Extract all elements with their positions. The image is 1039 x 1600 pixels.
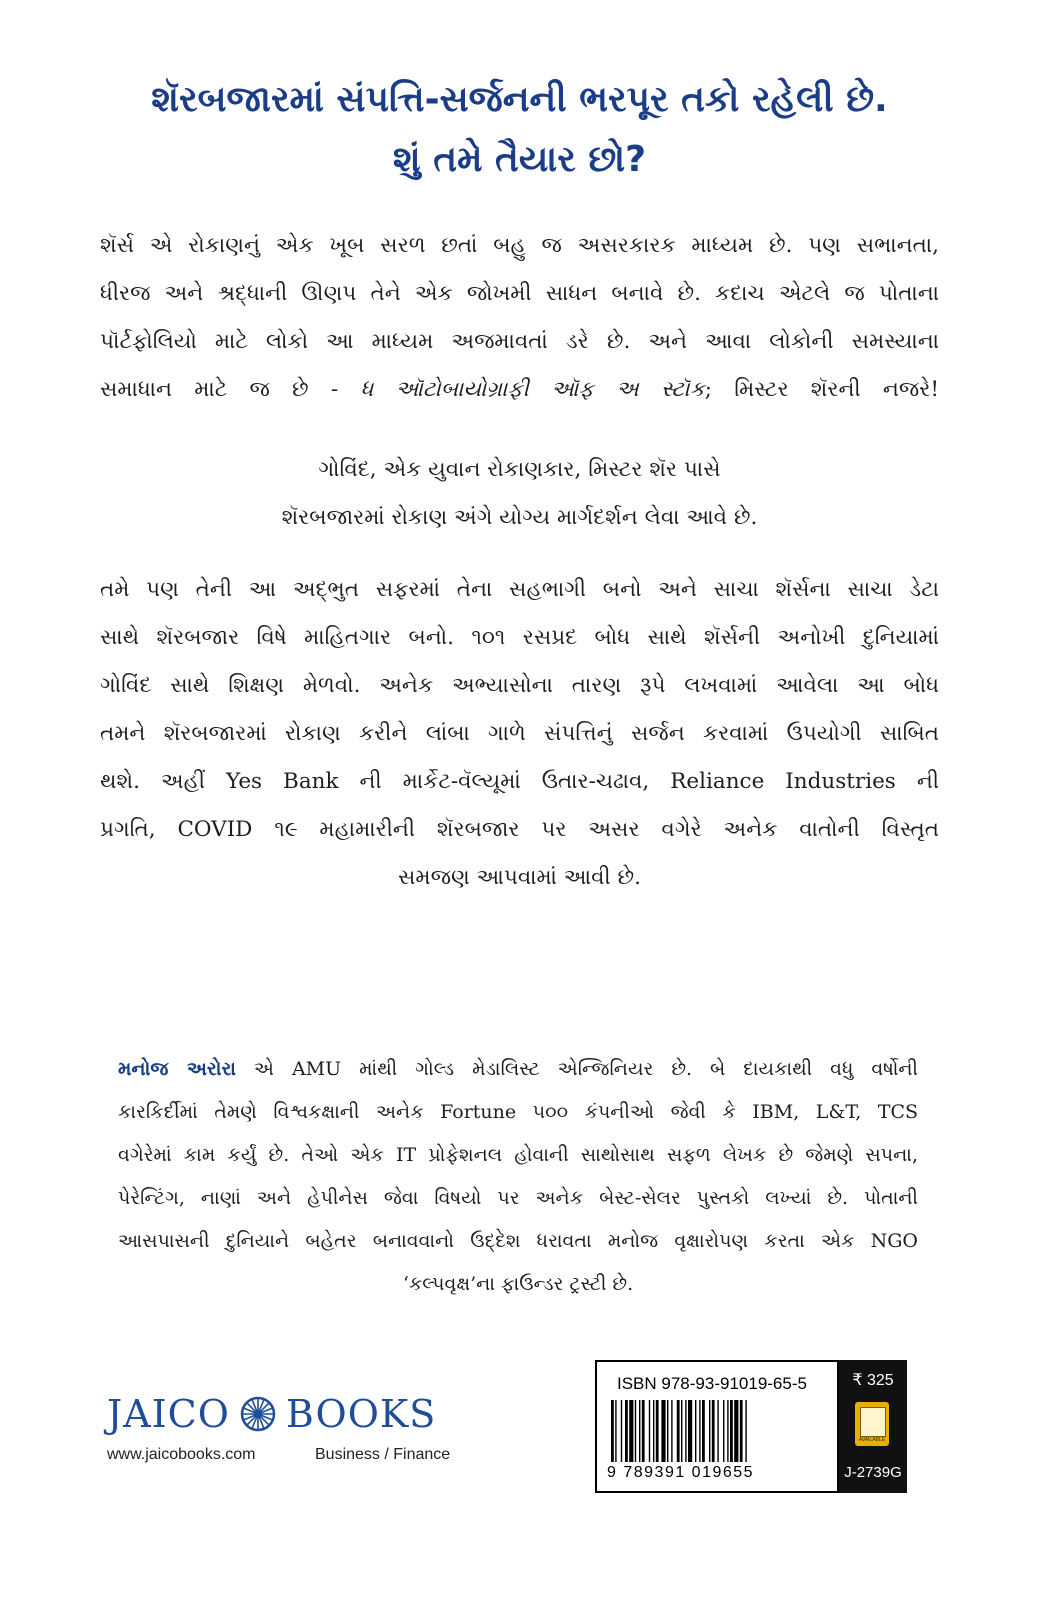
intro-paragraph bbox=[100, 222, 939, 414]
barcode-bar bbox=[677, 1400, 680, 1462]
bio-last-line: ‘કલ્પવૃક્ષ’ના ફાઉન્ડર ટ્રસ્ટી છે. bbox=[402, 1273, 634, 1295]
publisher-url: www.jaicobooks.com bbox=[107, 1446, 256, 1463]
barcode-bar bbox=[745, 1400, 746, 1462]
intro-last-suffix: ; મિસ્ટર શૅરની નજરે! bbox=[704, 377, 940, 402]
barcode-digits: 9 789391 019655 bbox=[607, 1464, 755, 1481]
bio-line: પેરેન્ટિંગ, નાણાં અને હેપીનેસ જેવા વિષયો પર અનેક બેસ્ટ-સેલર પુસ્તકો લખ્યાં છે. પોતાની bbox=[118, 1187, 918, 1209]
journey-line: સાથે શૅરબજાર વિષે માહિતગાર બનો. ૧૦૧ રસપ્રદ બોધ સાથે શૅર્સની અનોખી દુનિયામાં bbox=[100, 625, 939, 650]
barcode-bar bbox=[629, 1400, 633, 1462]
barcode-bar bbox=[656, 1400, 659, 1462]
barcode-bar bbox=[615, 1400, 616, 1462]
barcode-bar bbox=[639, 1400, 640, 1462]
ebook-page-shape bbox=[860, 1407, 886, 1437]
barcode-bar bbox=[653, 1400, 654, 1462]
bio-line: આસપાસની દુનિયાને બહેતર બનાવવાનો ઉદ્દેશ ધરાવતા મનોજ વૃક્ષારોપણ કરતા એક NGO bbox=[118, 1230, 918, 1252]
barcode-bar bbox=[709, 1400, 710, 1462]
barcode-bar bbox=[717, 1400, 718, 1462]
intro-last-line bbox=[100, 366, 939, 414]
barcode-bar bbox=[734, 1400, 738, 1462]
publisher-block bbox=[107, 1392, 487, 1482]
barcode-bar bbox=[688, 1400, 692, 1462]
intro-last-prefix: સમાધાન માટે જ છે - bbox=[100, 377, 361, 402]
bio-line: કારકિર્દીમાં તેમણે વિશ્વકક્ષાની અનેક Fortune ૫૦૦ કંપનીઓ જેવી કે IBM, L&T, TCS bbox=[118, 1101, 918, 1123]
bio-first-rest: એ AMU માંથી ગોલ્ડ મેડાલિસ્ટ એન્જિનિયર છે. બે દાયકાથી વધુ વર્ષોની bbox=[235, 1058, 918, 1080]
price-panel bbox=[839, 1360, 907, 1493]
author-name: મનોજ અરોરા bbox=[118, 1058, 236, 1080]
barcode-bar bbox=[699, 1400, 700, 1462]
barcode-bar bbox=[695, 1400, 696, 1462]
barcode-bar bbox=[611, 1400, 614, 1462]
barcode-bar bbox=[702, 1400, 705, 1462]
barcode-bar bbox=[730, 1400, 733, 1462]
barcode-bar bbox=[671, 1400, 672, 1462]
bio-first-line bbox=[118, 1048, 918, 1091]
barcode-bar bbox=[642, 1400, 645, 1462]
product-code: J-2739G bbox=[844, 1464, 902, 1481]
barcode-bar bbox=[649, 1400, 650, 1462]
barcode-bar bbox=[685, 1400, 686, 1462]
publisher-logo bbox=[107, 1392, 436, 1436]
journey-paragraph bbox=[100, 566, 939, 902]
ebook-available-label: AVAILABLE bbox=[858, 1437, 886, 1443]
book-title: ધ ઑટોબાયોગ્રાફી ઑફ અ સ્ટૉક bbox=[360, 377, 705, 402]
barcode-bars bbox=[611, 1400, 825, 1462]
isbn-label: ISBN 978-93-91019-65-5 bbox=[617, 1374, 807, 1393]
barcode-bar bbox=[661, 1400, 665, 1462]
publisher-name-right: BOOKS bbox=[285, 1392, 437, 1436]
barcode-bar bbox=[621, 1400, 622, 1462]
journey-line: પ્રગતિ, COVID ૧૯ મહામારીની શૅરબજાર પર અસર વગેરે અનેક વાતોની વિસ્તૃત bbox=[100, 817, 939, 842]
journey-line: થશે. અહીં Yes Bank ની માર્કેટ-વૅલ્યૂમાં ઉતાર-ચઢાવ, Reliance Industries ની bbox=[100, 769, 939, 794]
barcode-bar bbox=[635, 1400, 636, 1462]
govind-paragraph bbox=[100, 446, 939, 542]
govind-line: ગોવિંદ, એક યુવાન રોકાણકાર, મિસ્ટર શૅર પાસે bbox=[318, 457, 721, 482]
intro-line: શૅર્સ એ રોકાણનું એક ખૂબ સરળ છતાં બહુ જ અસરકારક માધ્યમ છે. પણ સભાનતા, bbox=[100, 233, 939, 258]
intro-line: પૉર્ટફોલિયો માટે લોકો આ માધ્યમ અજમાવતાં ડરે છે. અને આવા લોકોની સમસ્યાના bbox=[100, 329, 939, 354]
isbn-barcode bbox=[595, 1360, 839, 1493]
journey-last-line: સમજણ આપવામાં આવી છે. bbox=[398, 865, 641, 890]
govind-line: શૅરબજારમાં રોકાણ અંગે યોગ્ય માર્ગદર્શન લેવા આવે છે. bbox=[281, 505, 758, 530]
book-category: Business / Finance bbox=[315, 1446, 451, 1463]
publisher-name-left: JAICO bbox=[107, 1392, 230, 1436]
barcode-bar bbox=[681, 1400, 682, 1462]
intro-line: ધીરજ અને શ્રદ્ધાની ઊણપ તેને એક જોખમી સાધન બનાવે છે. કદાચ એટલે જ પોતાના bbox=[100, 281, 939, 306]
barcode-bar bbox=[667, 1400, 668, 1462]
author-bio bbox=[118, 1048, 918, 1306]
barcode-bar bbox=[740, 1400, 743, 1462]
ebook-available-icon bbox=[855, 1402, 889, 1446]
headline-line-2: શું તમે તૈયાર છો? bbox=[392, 139, 647, 180]
barcode-bar bbox=[712, 1400, 715, 1462]
journey-line: તમે પણ તેની આ અદ્ભુત સફરમાં તેના સહભાગી બનો અને સાચા શૅર્સના સાચા ડેટા bbox=[100, 577, 939, 602]
headline-line-1: શૅરબજારમાં સંપત્તિ-સર્જનની ભરપૂર તકો રહેલી છે. bbox=[151, 79, 888, 120]
journey-line: ગોવિંદ સાથે શિક્ષણ મેળવો. અનેક અભ્યાસોના તારણ રૂપે લખવામાં આવેલા આ બોધ bbox=[100, 673, 939, 698]
barcode-bar bbox=[625, 1400, 628, 1462]
barcode-bar bbox=[727, 1400, 728, 1462]
wheel-emblem-icon bbox=[240, 1396, 276, 1432]
price: ₹ 325 bbox=[852, 1372, 894, 1389]
bio-line: વગેરેમાં કામ કર્યું છે. તેઓ એક IT પ્રોફેશનલ હોવાની સાથોસાથ સફળ લેખક છે જેમણે સપના, bbox=[118, 1144, 918, 1166]
journey-line: તમને શૅરબજારમાં રોકાણ કરીને લાંબા ગાળે સંપત્તિનું સર્જન કરવામાં ઉપયોગી સાબિત bbox=[100, 721, 939, 746]
barcode-bar bbox=[723, 1400, 724, 1462]
